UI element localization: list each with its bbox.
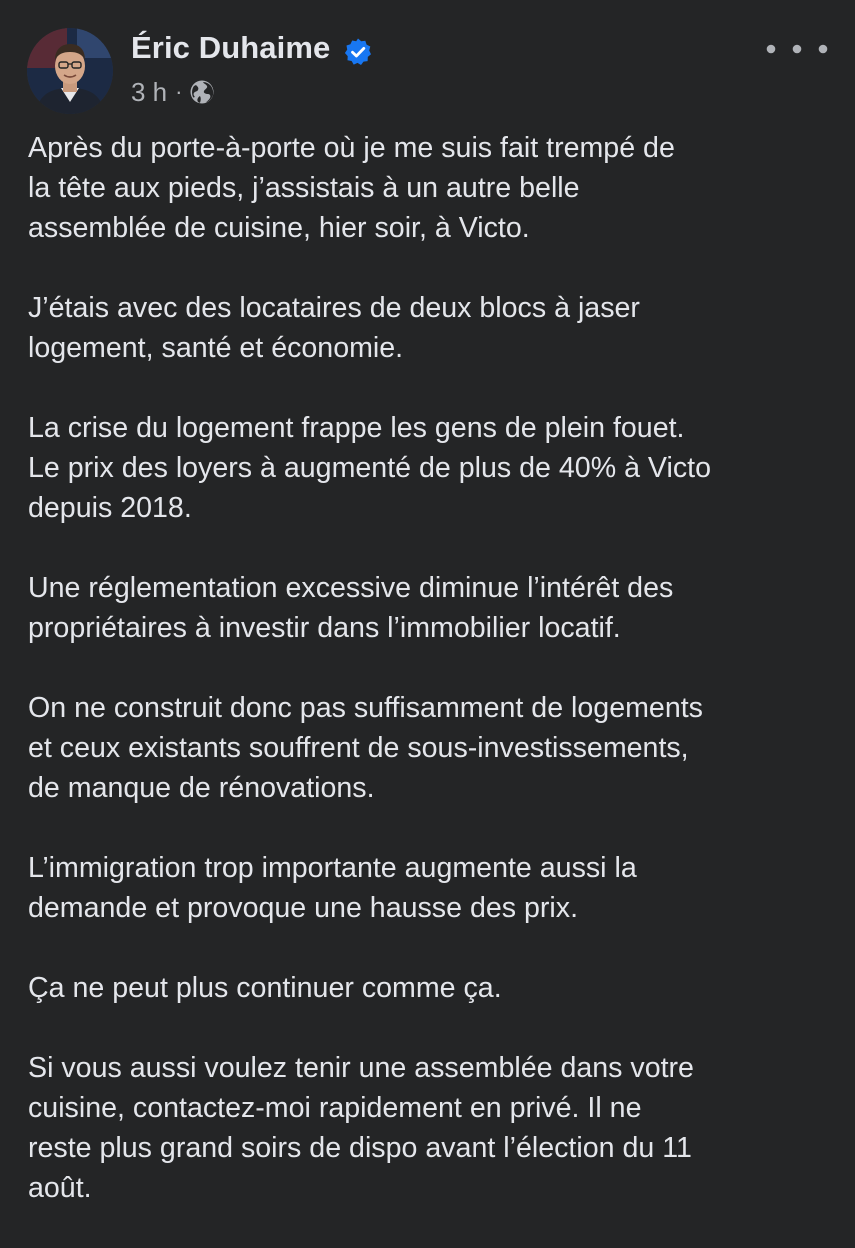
post-text-line: logement, santé et économie. bbox=[28, 332, 404, 364]
post-text-line: La crise du logement frappe les gens de plein fouet. bbox=[28, 412, 685, 444]
post-text-line: demande et provoque une hausse des prix. bbox=[28, 892, 579, 924]
post-text-line: cuisine, contactez-moi rapidement en privé. Il ne bbox=[28, 1092, 642, 1124]
globe-icon bbox=[189, 79, 215, 105]
post-text-line: de manque de rénovations. bbox=[28, 772, 375, 804]
post-text-line: On ne construit donc pas suffisamment de logements bbox=[28, 692, 703, 724]
author-name[interactable]: Éric Duhaime bbox=[131, 30, 331, 65]
post-text-line: Après du porte-à-porte où je me suis fait trempé de bbox=[28, 132, 675, 164]
post-text-line: assemblée de cuisine, hier soir, à Victo. bbox=[28, 212, 530, 244]
post-paragraph bbox=[28, 408, 848, 528]
post-paragraph bbox=[28, 128, 848, 248]
verified-badge-icon bbox=[343, 37, 373, 67]
post-text-line: Une réglementation excessive diminue l’intérêt des bbox=[28, 572, 674, 604]
post-paragraph bbox=[28, 1048, 848, 1208]
post-text bbox=[28, 128, 848, 1248]
post-timestamp[interactable]: 3 h bbox=[131, 76, 168, 107]
post-text-line: Si vous aussi voulez tenir une assemblée dans votre bbox=[28, 1052, 694, 1084]
post-paragraph bbox=[28, 288, 848, 368]
post-text-line: la tête aux pieds, j’assistais à un autre belle bbox=[28, 172, 580, 204]
post-paragraph bbox=[28, 848, 848, 928]
post-header bbox=[0, 0, 855, 120]
post-text-line: août. bbox=[28, 1172, 92, 1204]
post-text-line: reste plus grand soirs de dispo avant l’élection du 11 bbox=[28, 1132, 692, 1164]
post-text-line: Ça ne peut plus continuer comme ça. bbox=[28, 972, 502, 1004]
more-options-icon[interactable] bbox=[762, 34, 832, 64]
author-avatar[interactable] bbox=[27, 28, 113, 114]
post-text-line: propriétaires à investir dans l’immobilier locatif. bbox=[28, 612, 621, 644]
avatar-photo bbox=[27, 28, 113, 114]
post-text-line: J’étais avec des locataires de deux blocs à jaser bbox=[28, 292, 640, 324]
post-text-line: Le prix des loyers à augmenté de plus de 40% à Victo bbox=[28, 452, 711, 484]
post-paragraph bbox=[28, 688, 848, 808]
post-text-line: depuis 2018. bbox=[28, 492, 192, 524]
post-paragraph bbox=[28, 568, 848, 648]
post-paragraph bbox=[28, 968, 848, 1008]
meta-separator: · bbox=[175, 79, 183, 104]
post-text-line: L’immigration trop importante augmente aussi la bbox=[28, 852, 637, 884]
post-meta bbox=[131, 76, 215, 108]
post-text-line: et ceux existants souffrent de sous-investissements, bbox=[28, 732, 689, 764]
